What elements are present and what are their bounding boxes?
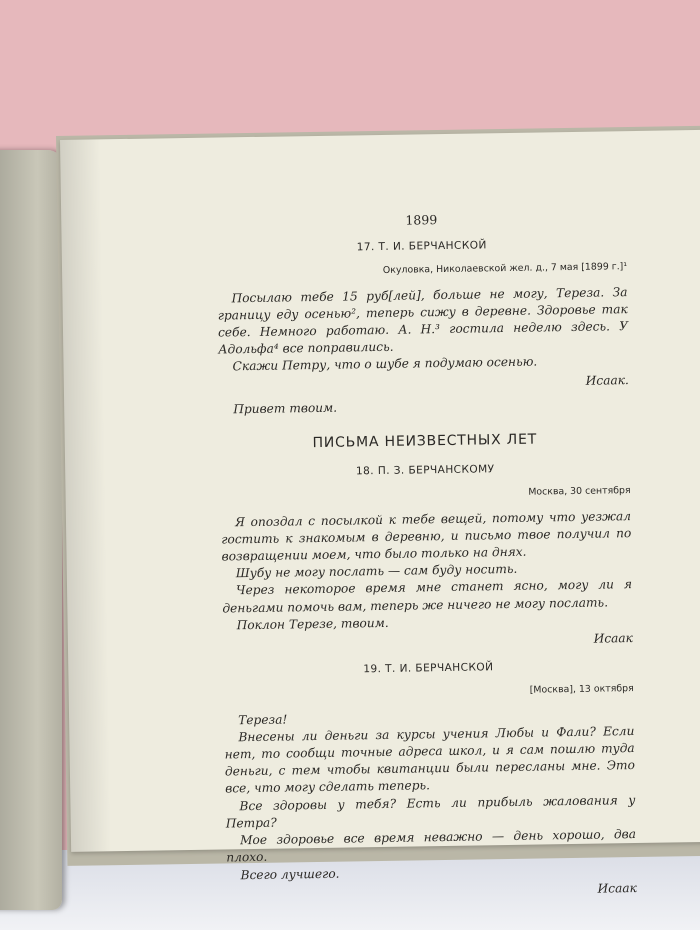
letter-paragraph: Поклон Терезе, твоим.: [236, 615, 389, 633]
letter-heading: 19. Т. И. БЕРЧАНСКОЙ: [363, 661, 494, 676]
letter-paragraph: Всего лучшего.: [240, 866, 340, 882]
letter-paragraph: Все здоровы у тебя? Есть ли прибыль жалования у Петра?: [225, 792, 636, 831]
letter-postscript-block: [219, 395, 629, 419]
letter-body: [224, 706, 637, 884]
letter-paragraph: Посылаю тебе 15 руб[лей], больше не могу, Тереза. За границу еду осенью², теперь сижу в деревне. Здоровье так себе. Немного работаю. А. Н.³ гостила неделю здесь. У Адольфа⁴ все поправились.: [217, 284, 629, 357]
letter-signature: Исаак.: [585, 372, 629, 388]
letter-paragraph: Шубу не могу послать — сам буду носить.: [235, 562, 518, 581]
letter-body: [221, 508, 633, 635]
letter-postscript: Привет твоим.: [233, 400, 338, 417]
letter-paragraph: Тереза!: [238, 712, 288, 727]
left-page-edge: [0, 150, 62, 910]
letter-place-date: Окуловка, Николаевской жел. д., 7 мая [1899 г.]¹: [382, 261, 628, 277]
letter-signature: Исаак: [593, 631, 634, 646]
letter-heading: 17. Т. И. БЕРЧАНСКОЙ: [356, 239, 487, 254]
letter-place-date: Москва, 30 сентября: [528, 485, 631, 499]
letter-paragraph: Мое здоровье все время неважно — день хорошо, два плохо.: [226, 827, 637, 865]
page-year: 1899: [405, 212, 438, 228]
letter-body: [217, 284, 628, 376]
letter-paragraph: Внесены ли деньги за курсы учения Любы и Фали? Если нет, то сообщи точные адреса школ, и я сам пошлю туда деньги, с тем чтобы квитанции были пересланы мне. Это все, что могу сделать теперь.: [224, 723, 636, 796]
letter-place-date: [Москва], 13 октября: [529, 683, 634, 697]
letter-paragraph: Скажи Петру, что о шубе я подумаю осенью.: [232, 354, 538, 374]
letter-paragraph: Через некоторое время мне станет ясно, могу ли я деньгами помочь вам, теперь же ничего не могу послать.: [222, 577, 633, 616]
letter-heading: 18. П. З. БЕРЧАНСКОМУ: [355, 463, 495, 478]
letter-18: [220, 459, 633, 653]
letter-17: [217, 235, 630, 418]
letter-signature: Исаак: [597, 880, 637, 896]
letter-19: [223, 657, 637, 903]
letter-paragraph: Я опоздал с посылкой к тебе вещей, потому что уезжал гостить к знакомым в деревню, и письмо твое получил по возвращении моем, что было только на днях.: [221, 508, 632, 564]
section-title: ПИСЬМА НЕИЗВЕСТНЫХ ЛЕТ: [312, 431, 538, 452]
book-page: [60, 130, 700, 896]
page-content: [216, 208, 637, 903]
